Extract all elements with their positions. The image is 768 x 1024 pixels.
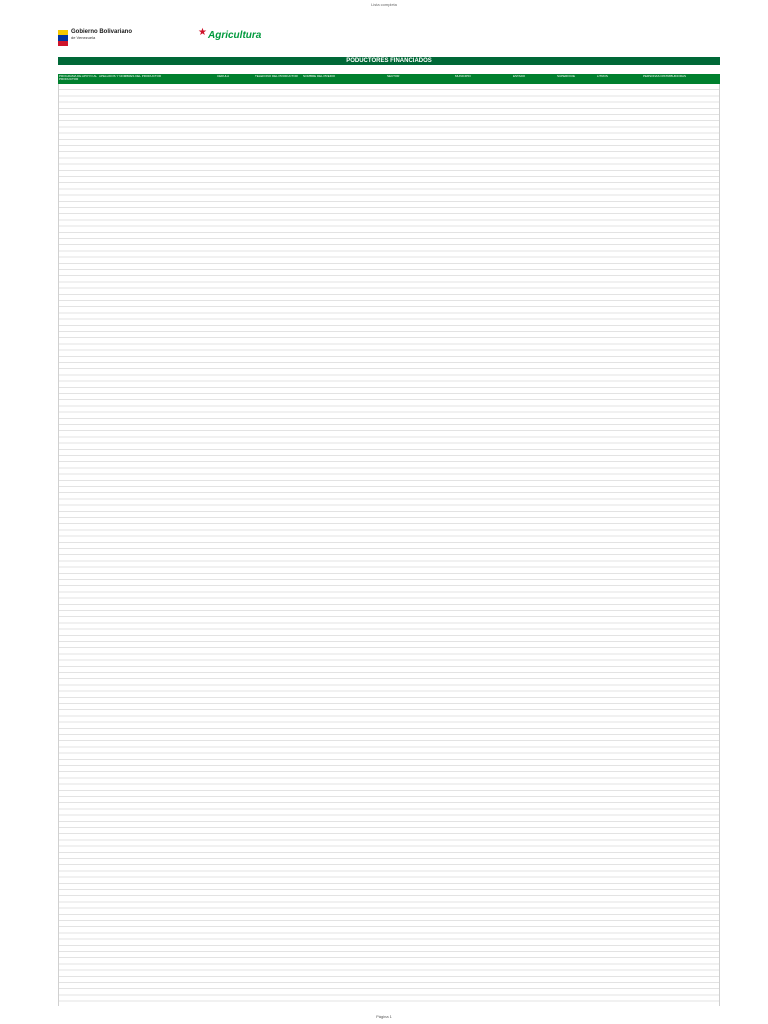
- column-header-superficie: SUPERFICIE: [557, 74, 576, 78]
- table-header-row: [58, 74, 720, 84]
- producers-table: [58, 74, 720, 1006]
- column-header-programa: PROGRAMA DE APOYO AL PRODUCTOR: [59, 74, 97, 82]
- table-body: [58, 84, 720, 1006]
- column-header-distribuidoras: PERSONAS DISTRIBUIDORAS: [643, 74, 687, 78]
- column-header-litros: LITROS: [597, 74, 608, 78]
- venezuela-flag-icon: [58, 30, 68, 46]
- red-star-icon: ★: [198, 27, 207, 38]
- page-number: Página 1: [376, 1014, 392, 1019]
- government-logo: [58, 28, 138, 50]
- government-logo-line1: Gobierno Bolivariano: [71, 29, 133, 35]
- agriculture-logo: [196, 24, 262, 50]
- column-header-predio: NOMBRE DEL PREDIO: [303, 74, 336, 78]
- column-header-telefono: TELEFONO DEL PRODUCTOR: [255, 74, 298, 78]
- column-header-nombres: APELLIDOS Y NOMBRES DEL PRODUCTOR: [99, 74, 162, 78]
- page-caption: Lista completa: [371, 2, 397, 7]
- document-title: PODUCTORES FINANCIADOS: [58, 57, 720, 65]
- column-header-cedula: CEDULA: [217, 74, 230, 78]
- agriculture-logo-word: Agricultura: [208, 30, 262, 41]
- government-logo-line2: de Venezuela: [71, 35, 96, 40]
- column-header-sector: SECTOR: [387, 74, 400, 78]
- column-header-estado: ESTADO: [513, 74, 526, 78]
- column-header-municipio: MUNICIPIO: [455, 74, 471, 78]
- government-logo-text: [71, 29, 132, 40]
